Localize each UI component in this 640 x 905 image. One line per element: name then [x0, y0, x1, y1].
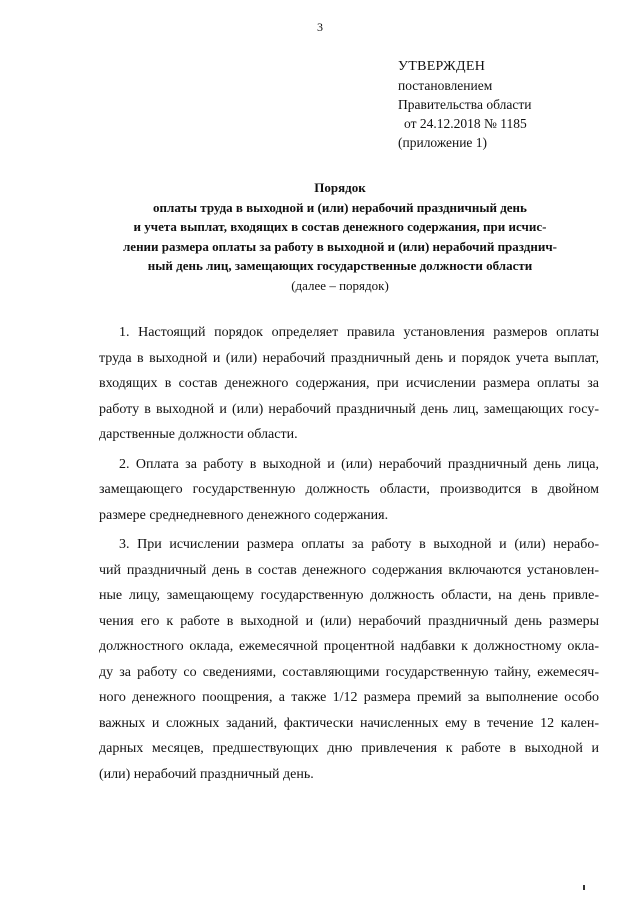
paragraph-line: должностного оклада, ежемесячной процентной надбавки к должностному окла- [99, 639, 599, 654]
paragraph-line: ного денежного поощрения, а также 1/12 размера премий за выполнение особо [99, 690, 599, 705]
title-line: лении размера оплаты за работу в выходной и (или) нерабочий празднич- [123, 238, 557, 254]
paragraph-line: ные лицу, замещающему государственную должность области, на день привле- [99, 588, 599, 603]
document-body [99, 320, 599, 787]
paragraph-line: 3. При исчислении размера оплаты за работу в выходной и (или) нерабо- [119, 537, 599, 552]
paragraph-3 [99, 532, 599, 787]
paragraph-line: 2. Оплата за работу в выходной и (или) нерабочий праздничный день лица, [119, 456, 599, 472]
approval-act-type: постановлением [398, 78, 493, 93]
paragraph-2 [99, 452, 599, 529]
paragraph-1 [99, 320, 599, 448]
paragraph-line: замещающего государственную должность области, производится в двойном [99, 482, 599, 497]
paragraph-line: труда в выходной и (или) нерабочий праздничный день и порядок учета выплат, [99, 350, 599, 366]
title-line: оплаты труда в выходной и (или) нерабочий праздничный день [153, 199, 527, 215]
approval-date-number: от 24.12.2018 № 1185 [404, 116, 527, 131]
title-line: ный день лиц, замещающих государственные должности области [147, 258, 533, 273]
document-title [100, 178, 580, 295]
paragraph-line: чий праздничный день в состав денежного содержания включаются установлен- [99, 562, 599, 578]
page-number: 3 [317, 20, 323, 34]
title-line: и учета выплат, входящих в состав денежного содержания, при исчис- [133, 219, 547, 234]
paragraph-line: работу в выходной и (или) нерабочий праздничный день лиц, замещающих госу- [99, 401, 599, 417]
paragraph-line: входящих в состав денежного содержания, при исчислении размера оплаты за [99, 376, 599, 391]
paragraph-line: чения его к работе в выходной и (или) нерабочий праздничный день размеры [99, 613, 599, 629]
approval-appendix: (приложение 1) [398, 135, 488, 150]
paragraph-line: важных и сложных заданий, фактически начисленных ему в течение 12 кален- [99, 715, 599, 731]
paragraph-line: размере среднедневного денежного содержания. [99, 507, 389, 523]
title-heading: Порядок [314, 180, 366, 195]
paragraph-line: ду за работу со сведениями, составляющими государственную тайну, ежемесяч- [99, 664, 599, 680]
paragraph-line: дарных месяцев, предшествующих дню привлечения к работе в выходной и [99, 741, 599, 756]
approval-status: УТВЕРЖДЕН [398, 59, 486, 74]
approval-block [398, 57, 531, 152]
title-note: (далее – порядок) [291, 277, 389, 293]
paragraph-line: (или) нерабочий праздничный день. [99, 766, 314, 782]
approval-authority: Правительства области [398, 97, 532, 112]
paragraph-line: дарственные должности области. [99, 427, 298, 442]
paragraph-line: 1. Настоящий порядок определяет правила установления размеров оплаты [119, 325, 599, 340]
scan-mark [583, 885, 585, 890]
